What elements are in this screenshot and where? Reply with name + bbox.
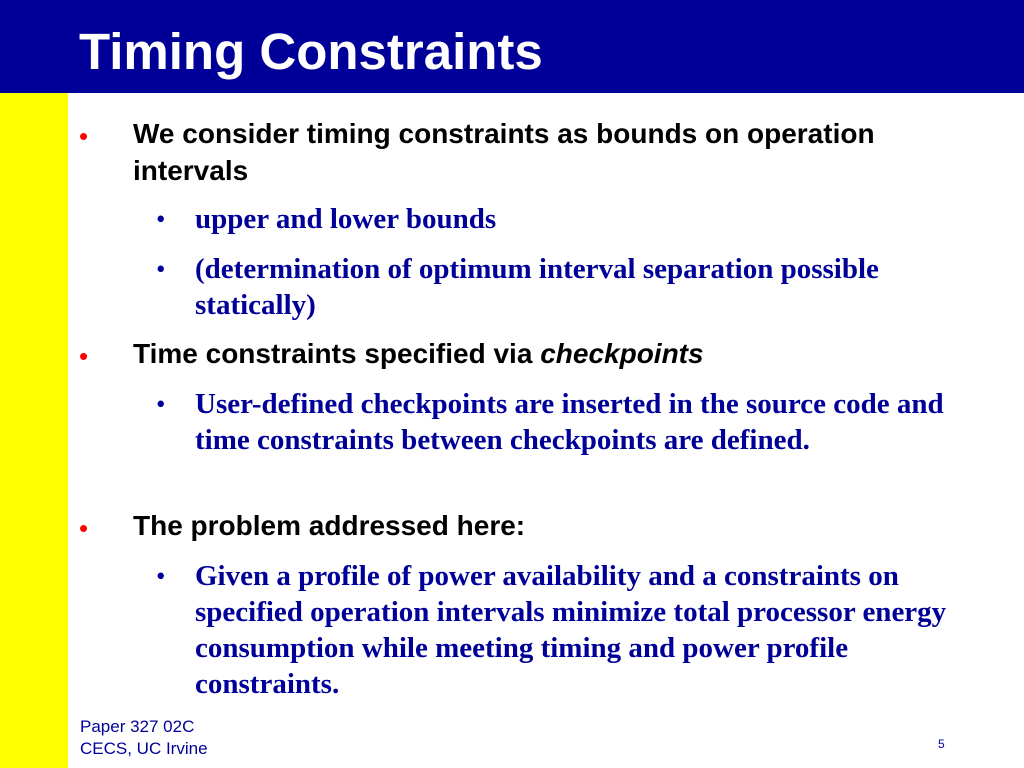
sub-bullet-icon: • (156, 389, 166, 419)
bullet-icon: • (79, 341, 89, 371)
sub-bullet-text-upper-lower: upper and lower bounds (195, 203, 497, 235)
bullet-text-checkpoints-main: Time constraints specified via (133, 338, 541, 369)
slide-title: Timing Constraints (79, 23, 543, 80)
sub-bullet-icon: • (156, 254, 166, 284)
sub-bullet-icon: • (156, 204, 166, 234)
sub-bullet-text-user-defined: User-defined checkpoints are inserted in the source code and time constraints between checkpoints are defined. (195, 388, 944, 456)
bullet-text-timing-bounds: We consider timing constraints as bounds on operation intervals (133, 118, 875, 186)
left-accent-bar (0, 93, 68, 768)
footer-line-affiliation: CECS, UC Irvine (80, 739, 208, 758)
bullet-icon: • (79, 513, 89, 543)
sub-bullet-text-determination: (determination of optimum interval separation possible statically) (195, 253, 879, 321)
checkpoints-emphasis: checkpoints (540, 338, 704, 369)
bullet-icon: • (79, 121, 89, 151)
page-number: 5 (938, 737, 945, 751)
sub-bullet-icon: • (156, 561, 166, 591)
footer-credit (80, 716, 208, 760)
sub-bullet-text-given-profile: Given a profile of power availability and a constraints on specified operation intervals minimize total processor energy consumption while meeting timing and power profile constraints. (195, 560, 947, 700)
footer-line-paper: Paper 327 02C (80, 717, 195, 736)
bullet-text-checkpoints (133, 335, 993, 372)
bullet-text-problem: The problem addressed here: (133, 510, 526, 541)
